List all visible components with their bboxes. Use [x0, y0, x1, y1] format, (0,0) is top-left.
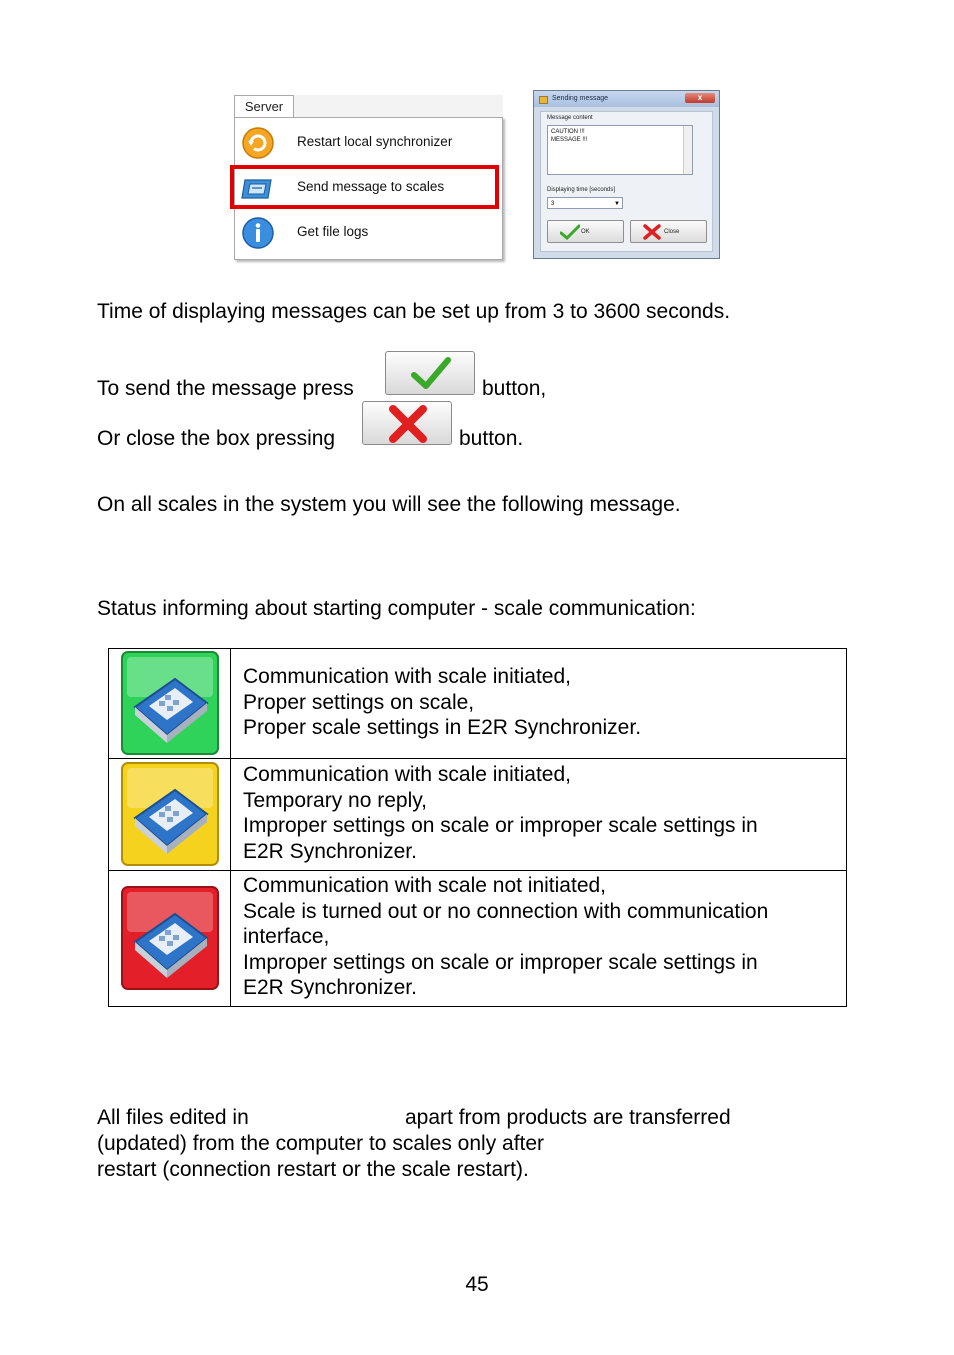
status-line: E2R Synchronizer.	[243, 839, 417, 863]
status-line: Temporary no reply,	[243, 788, 428, 812]
status-row-red	[109, 871, 846, 1006]
ok-button-illustration	[385, 351, 475, 395]
status-line: Scale is turned out or no connection with communication	[243, 899, 769, 923]
red-x-icon	[387, 405, 429, 443]
files-line-2: (updated) from the computer to scales only after	[97, 1132, 545, 1155]
files-line-1a: All files edited in	[97, 1106, 249, 1129]
close-label: Close	[664, 229, 680, 235]
status-line: Communication with scale initiated,	[243, 763, 571, 786]
close-button[interactable]	[630, 220, 707, 243]
status-line: interface,	[243, 925, 330, 948]
status-line: E2R Synchronizer.	[243, 976, 417, 999]
close-instruction-suffix: button.	[459, 427, 524, 450]
status-icon-cell	[109, 871, 231, 1006]
close-instruction-prefix: Or close the box pressing	[97, 427, 336, 450]
menu-item-label: Restart local synchronizer	[297, 134, 453, 149]
status-line: Proper settings on scale,	[243, 690, 475, 714]
message-line: MESSAGE !!!	[551, 137, 588, 143]
send-instruction-prefix: To send the message press	[97, 377, 354, 400]
message-line: CAUTION !!!	[551, 129, 585, 135]
message-content-field[interactable]	[547, 125, 693, 175]
red-x-icon	[643, 224, 661, 240]
status-line: Improper settings on scale or improper scale settings in	[243, 814, 758, 837]
send-instruction-suffix: button,	[482, 377, 547, 400]
status-heading: Status informing about starting computer - scale communication:	[97, 597, 696, 620]
tab-server[interactable]: Server	[234, 95, 294, 118]
displaying-time-value: 3	[551, 201, 555, 207]
status-table	[108, 648, 847, 1007]
displaying-time-select[interactable]	[547, 197, 623, 209]
status-description	[243, 873, 826, 1001]
scale-status-red-icon	[121, 886, 219, 990]
info-icon	[241, 216, 275, 250]
message-content-label: Message content	[547, 115, 593, 121]
status-line: Improper settings on scale or improper scale settings in	[243, 950, 758, 974]
menu-item-label: Send message to scales	[297, 179, 445, 194]
status-line: Communication with scale initiated,	[243, 665, 571, 688]
status-line: Proper scale settings in E2R Synchronizer.	[243, 716, 642, 739]
restart-icon	[241, 126, 275, 160]
chevron-down-icon: ▼	[614, 201, 620, 207]
status-icon-cell	[109, 759, 231, 870]
status-description	[243, 762, 826, 864]
files-line-1b: apart from products are transferred	[405, 1106, 731, 1129]
ok-label: OK	[581, 229, 590, 235]
dialog-title: Sending message	[552, 95, 609, 102]
menu-item-label: Get file logs	[297, 224, 369, 239]
scrollbar[interactable]	[683, 126, 692, 174]
menu-item-restart-local-synchronizer[interactable]	[235, 122, 502, 162]
close-icon[interactable]: x	[685, 93, 715, 103]
status-row-green	[109, 649, 846, 759]
all-scales-paragraph: On all scales in the system you will see the following message.	[97, 493, 681, 516]
scale-status-green-icon	[121, 651, 219, 755]
dialog-body	[540, 111, 713, 252]
scale-status-yellow-icon	[121, 762, 219, 866]
status-row-yellow	[109, 759, 846, 871]
server-menu	[234, 95, 503, 260]
files-line-3: restart (connection restart or the scale restart).	[97, 1158, 529, 1181]
close-button-illustration	[362, 401, 452, 445]
dialog-title-bar	[534, 91, 719, 107]
checkmark-icon	[410, 355, 452, 391]
window-icon	[539, 96, 548, 104]
display-time-paragraph: Time of displaying messages can be set up from 3 to 3600 seconds.	[97, 300, 731, 323]
sending-message-dialog	[533, 90, 720, 259]
checkmark-icon	[560, 224, 580, 240]
menu-tab-strip	[294, 95, 503, 117]
status-icon-cell	[109, 649, 231, 758]
page-number: 45	[465, 1273, 489, 1296]
status-line: Communication with scale not initiated,	[243, 874, 607, 897]
displaying-time-label: Displaying time [seconds]	[547, 187, 616, 193]
ok-button[interactable]	[547, 220, 624, 243]
status-description	[243, 664, 826, 741]
selection-highlight	[230, 165, 499, 209]
menu-item-get-file-logs[interactable]	[235, 212, 502, 252]
